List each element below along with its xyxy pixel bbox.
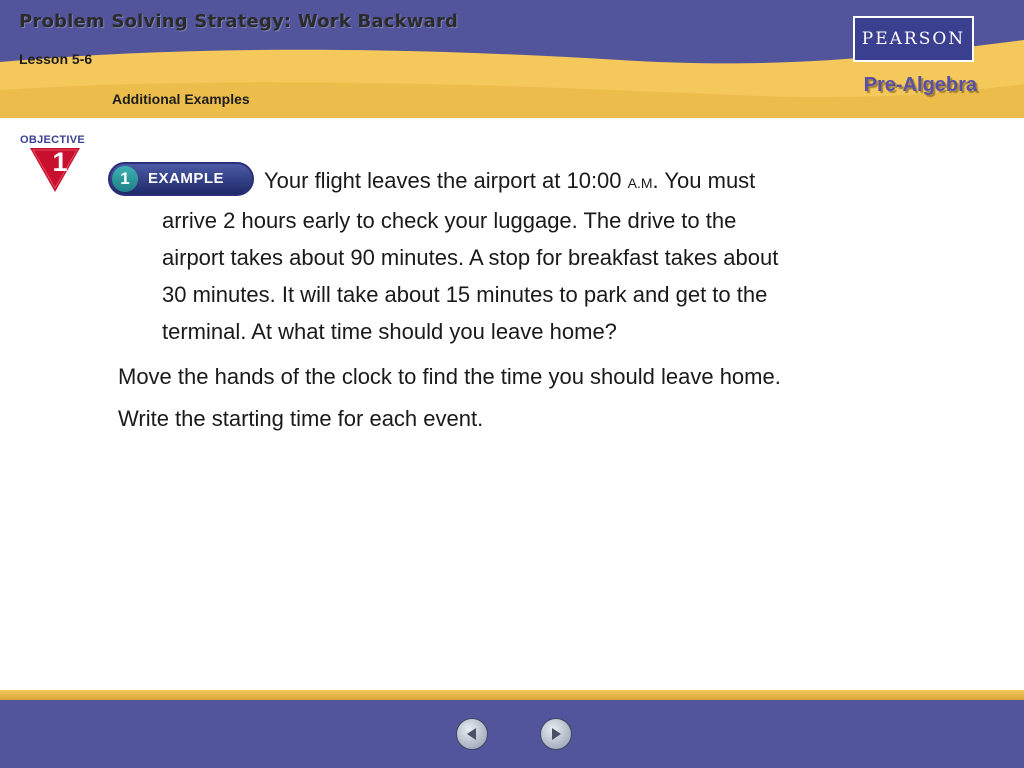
objective-label: OBJECTIVE [20,134,86,146]
objective-number: 1 [52,147,68,177]
problem-line-1-end: . You must [652,168,756,193]
previous-button[interactable] [456,718,488,750]
next-button[interactable] [540,718,572,750]
problem-line-4: 30 minutes. It will take about 15 minutes to park and get to the [162,282,768,307]
header [0,0,1024,118]
problem-line-3: airport takes about 90 minutes. A stop for breakfast takes about [162,245,779,270]
example-number: 1 [112,166,138,192]
problem-text [162,162,902,350]
instruction-line-2: Write the starting time for each event. [118,406,484,431]
arrow-right-icon [548,726,564,742]
objective-badge [20,134,90,194]
course-title: Pre-Algebra [863,74,977,96]
section-label: Additional Examples [112,91,250,107]
example-label: EXAMPLE [148,170,225,187]
instruction-line-1: Move the hands of the clock to find the time you should leave home. [118,364,781,389]
lesson-label: Lesson 5-6 [19,51,93,67]
logo-text: PEARSON [861,29,966,49]
pearson-logo [853,16,974,62]
time-suffix: A.M [627,175,653,191]
problem-line-1-text: Your flight leaves the airport at 10:00 [264,168,628,193]
problem-line-1 [162,162,902,202]
problem-line-5: terminal. At what time should you leave home? [162,319,617,344]
problem-line-2: arrive 2 hours early to check your luggage. The drive to the [162,208,737,233]
footer-stripe [0,690,1024,700]
footer-bar [0,700,1024,768]
page-title: Problem Solving Strategy: Work Backward [19,11,459,32]
arrow-left-icon [464,726,480,742]
